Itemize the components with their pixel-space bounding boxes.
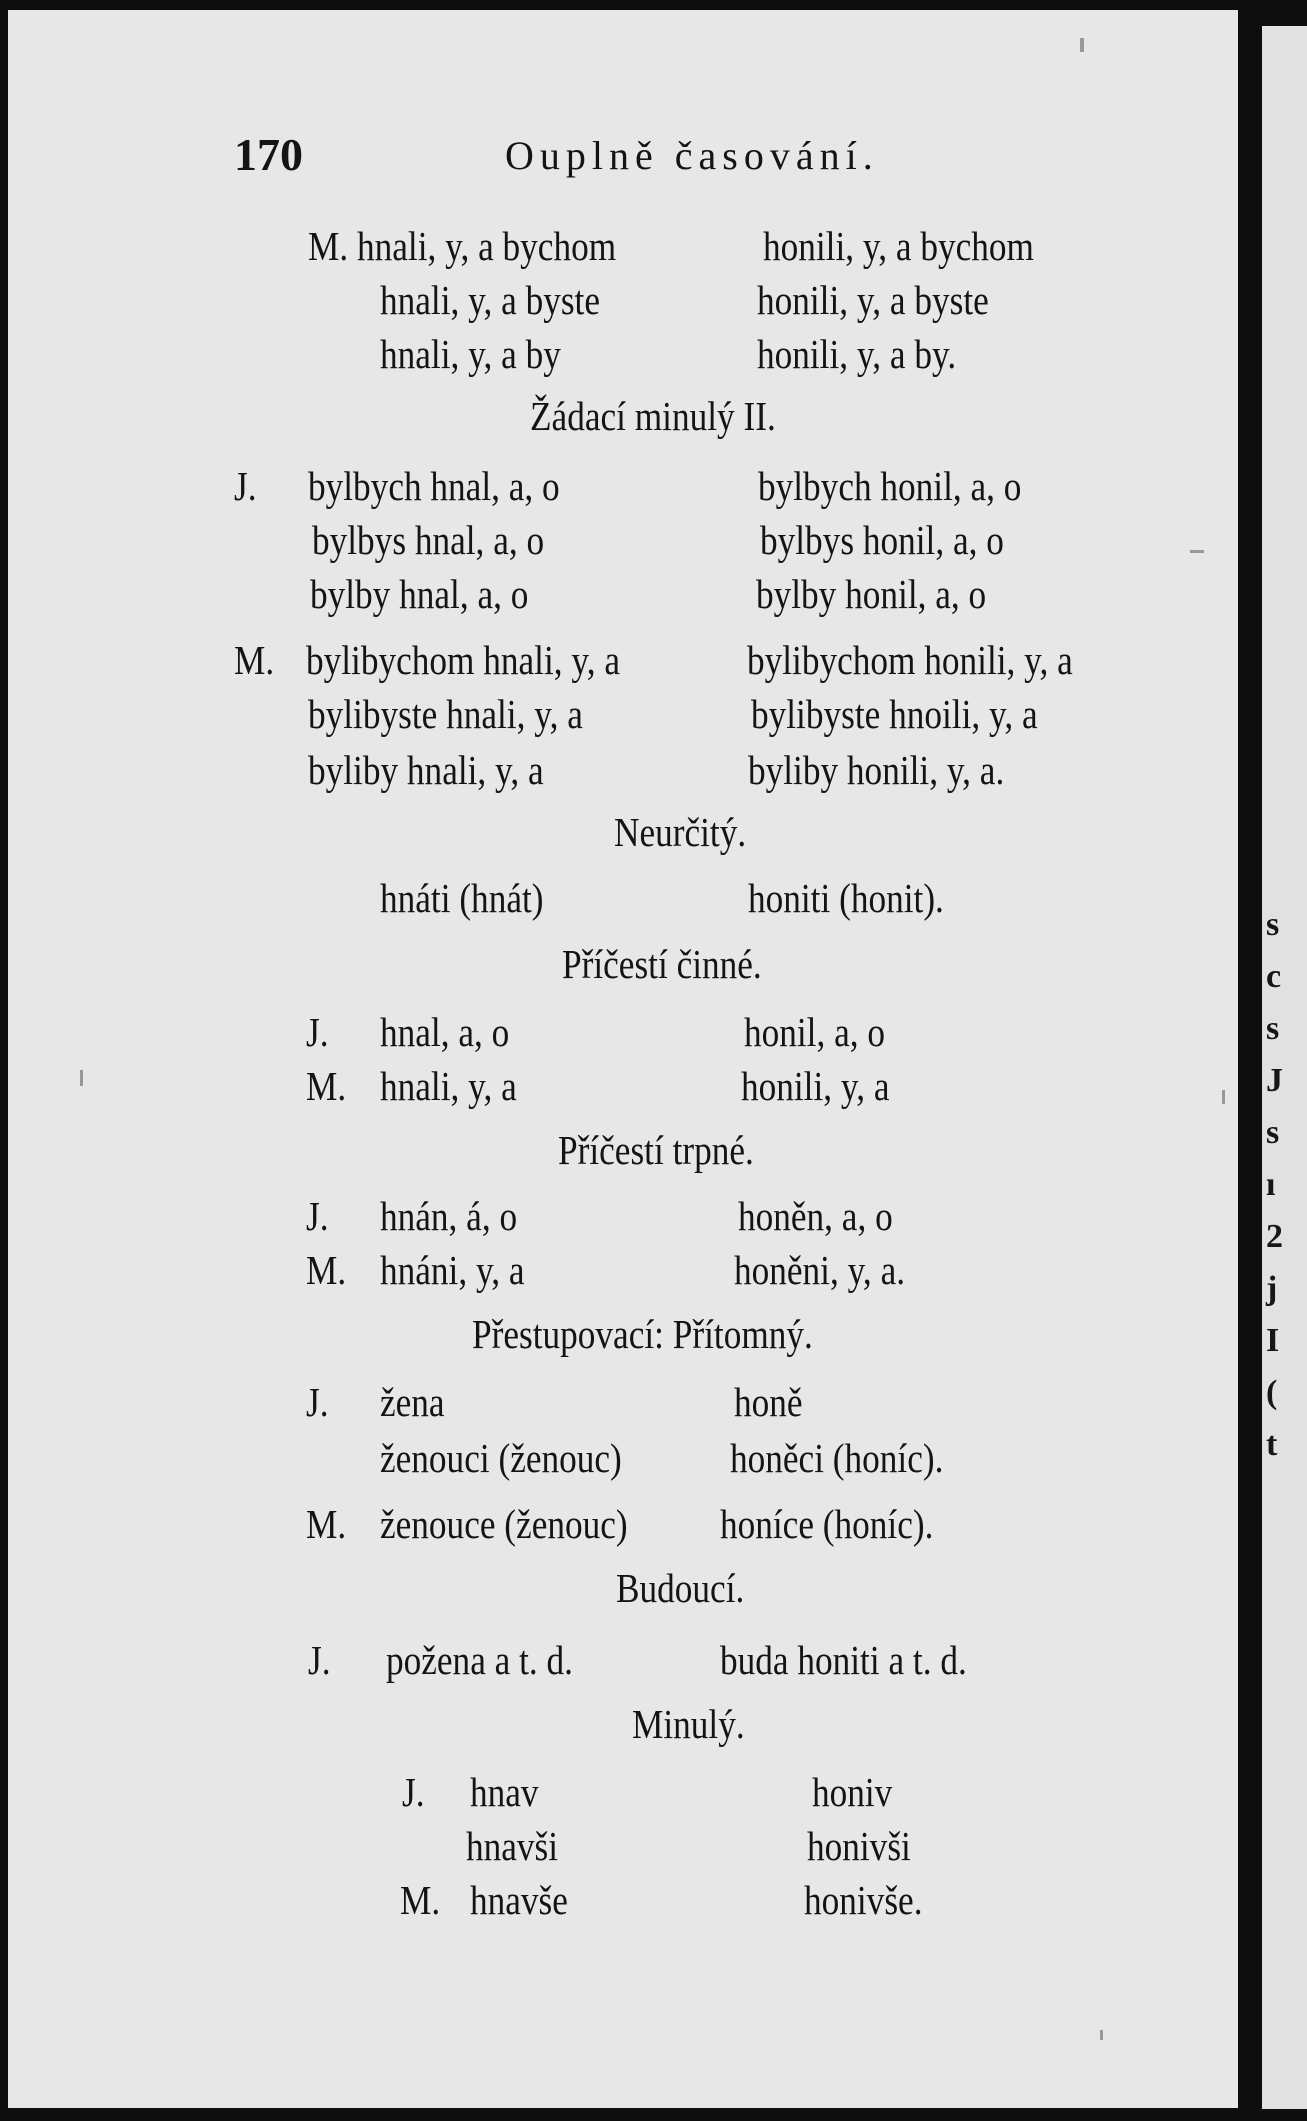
scan-speck xyxy=(1100,2030,1103,2040)
section-heading: Žádací minulý II. xyxy=(530,393,776,439)
row-label: M. xyxy=(306,1247,347,1293)
row-label: J. xyxy=(306,1009,329,1055)
conj-right: honěn, a, o xyxy=(738,1193,893,1239)
section-heading: Příčestí činné. xyxy=(562,941,762,987)
edge-letter: s xyxy=(1266,1010,1280,1047)
conj-left: bylibychom hnali, y, a xyxy=(306,637,621,683)
conj-left: hnav xyxy=(470,1769,539,1815)
row-label: M. xyxy=(306,1063,347,1109)
conj-right: honivše. xyxy=(804,1877,923,1923)
conj-left: žena xyxy=(380,1379,445,1425)
edge-letter: j xyxy=(1266,1270,1278,1307)
conj-right: honěni, y, a. xyxy=(734,1247,906,1293)
conj-left: hnavše xyxy=(470,1877,568,1923)
conj-right: bylibychom honili, y, a xyxy=(747,637,1073,683)
page-number: 170 xyxy=(234,129,303,180)
scan-speck xyxy=(80,1070,83,1086)
conj-right: bylbych honil, a, o xyxy=(758,463,1022,509)
conj-right: honěci (honíc). xyxy=(730,1435,944,1481)
conj-left: byliby hnali, y, a xyxy=(308,747,544,793)
edge-letter: c xyxy=(1266,958,1282,995)
edge-letter: s xyxy=(1266,906,1280,943)
row-label: M. xyxy=(306,1501,347,1547)
scan-speck xyxy=(1190,550,1204,553)
conj-right: byliby honili, y, a. xyxy=(748,747,1005,793)
conj-right: honil, a, o xyxy=(744,1009,886,1055)
running-title: Ouplně časování. xyxy=(505,133,879,178)
conj-right: bylibyste hnoili, y, a xyxy=(751,691,1038,737)
conj-right: bylby honil, a, o xyxy=(756,571,987,617)
section-heading: Přestupovací: Přítomný. xyxy=(472,1311,813,1357)
conj-right: honivši xyxy=(807,1823,911,1869)
row-label: M. xyxy=(400,1877,441,1923)
edge-letter: ( xyxy=(1266,1374,1278,1411)
scan-speck xyxy=(1080,38,1084,52)
conj-left: bylbys hnal, a, o xyxy=(312,517,545,563)
conj-right: honiv xyxy=(812,1769,893,1815)
section-heading: Neurčitý. xyxy=(614,809,747,855)
row-label: J. xyxy=(306,1193,329,1239)
conj-left: hnáni, y, a xyxy=(380,1247,525,1293)
row-label: M. xyxy=(234,637,275,683)
row-label: J. xyxy=(306,1379,329,1425)
section-heading: Budoucí. xyxy=(616,1565,745,1611)
conj-left: hnal, a, o xyxy=(380,1009,510,1055)
row-label: J. xyxy=(234,463,257,509)
conj-right: bylbys honil, a, o xyxy=(760,517,1004,563)
conj-right: honili, y, a xyxy=(741,1063,890,1109)
conj-left: hnavši xyxy=(466,1823,559,1869)
conj-left: bylbych hnal, a, o xyxy=(308,463,560,509)
adjacent-page-edge xyxy=(1262,26,1307,2109)
section-heading: Příčestí trpné. xyxy=(558,1127,754,1173)
scan-speck xyxy=(1222,1090,1225,1104)
conj-left: bylby hnal, a, o xyxy=(310,571,529,617)
book-page xyxy=(8,10,1238,2108)
edge-letter: I xyxy=(1266,1322,1280,1359)
edge-letter: s xyxy=(1266,1114,1280,1151)
edge-letter: ı xyxy=(1266,1166,1276,1203)
conj-left: hnali, y, a by xyxy=(380,331,561,377)
conj-right: honili, y, a by. xyxy=(757,331,957,377)
conj-left: hnali, y, a xyxy=(380,1063,517,1109)
conj-left: bylibyste hnali, y, a xyxy=(308,691,583,737)
conj-right: honiti (honit). xyxy=(748,875,944,921)
edge-letter: J xyxy=(1266,1062,1283,1099)
conj-left: hnán, á, o xyxy=(380,1193,518,1239)
conj-left: ženouce (ženouc) xyxy=(380,1501,628,1547)
section-heading: Minulý. xyxy=(632,1701,745,1747)
conj-left: M. hnali, y, a bychom xyxy=(308,223,617,269)
conj-left: hnáti (hnát) xyxy=(380,875,544,921)
row-label: J. xyxy=(402,1769,425,1815)
edge-letter: t xyxy=(1266,1426,1278,1463)
conj-right: honíce (honíc). xyxy=(720,1501,934,1547)
conj-right: honili, y, a bychom xyxy=(763,223,1034,269)
row-label: J. xyxy=(308,1637,331,1683)
conj-right: honili, y, a byste xyxy=(757,277,989,323)
conj-left: hnali, y, a byste xyxy=(380,277,600,323)
conj-left: ženouci (ženouc) xyxy=(380,1435,622,1481)
conj-right: honě xyxy=(734,1379,803,1425)
edge-letter: 2 xyxy=(1266,1218,1283,1255)
conj-left: požena a t. d. xyxy=(386,1637,573,1683)
conj-right: buda honiti a t. d. xyxy=(720,1637,967,1683)
